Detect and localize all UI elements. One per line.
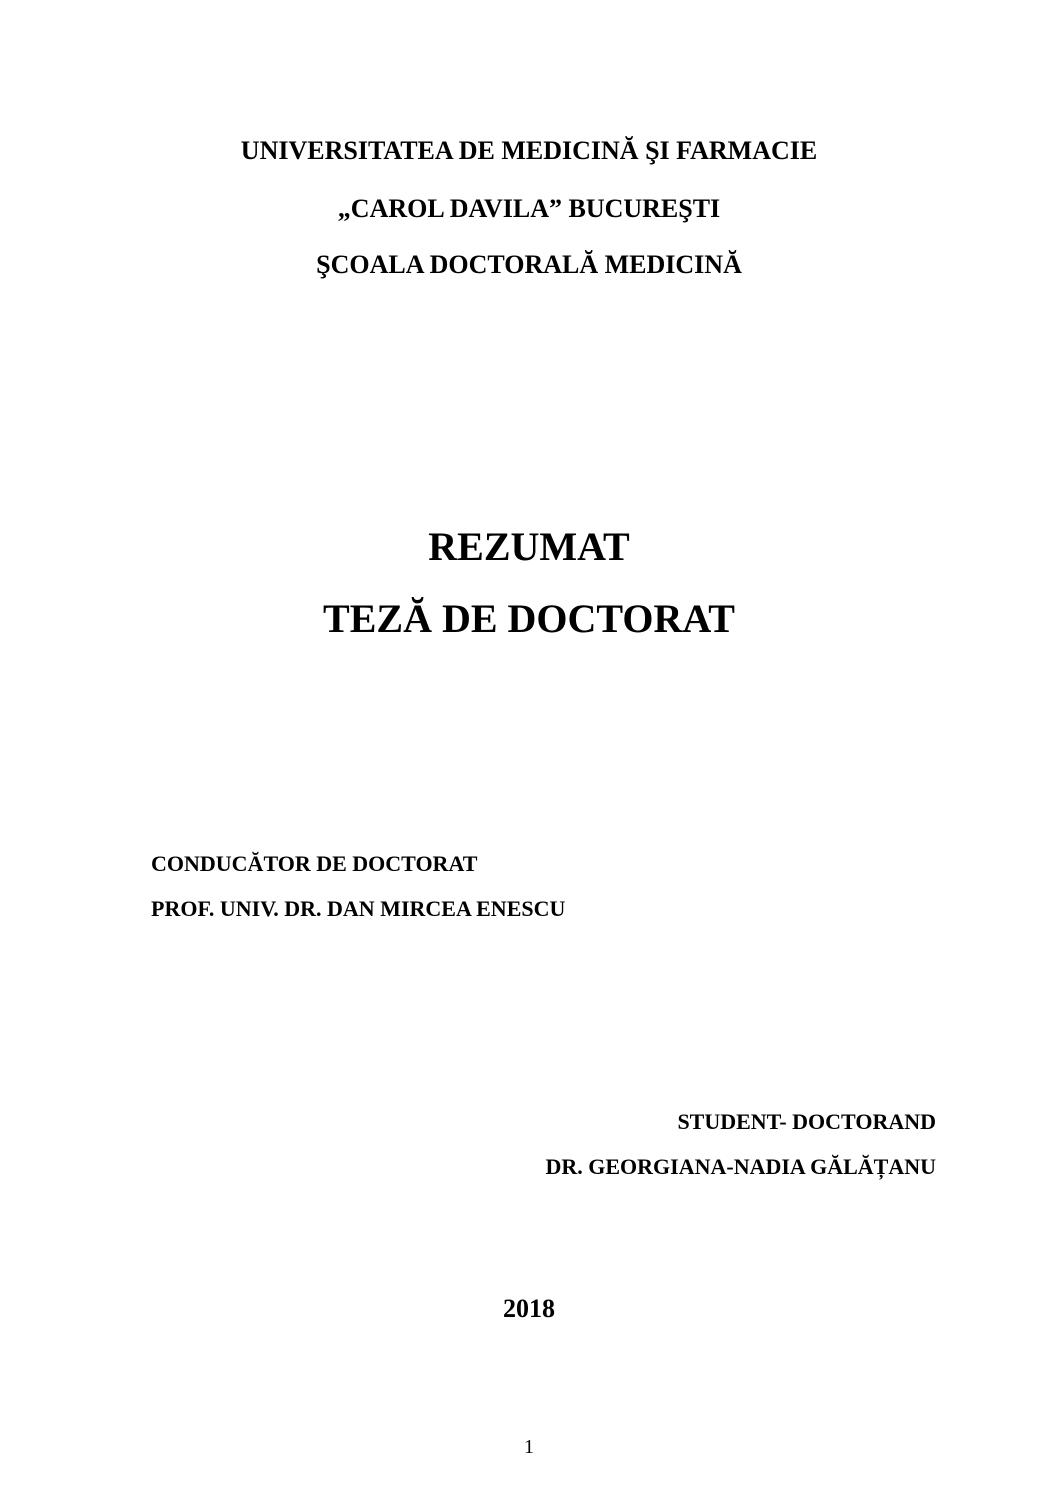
university-subtitle: „CAROL DAVILA” BUCUREŞTI [337,194,721,223]
title-teza: TEZĂ DE DOCTORAT [323,596,735,641]
student-label: STUDENT- DOCTORAND [677,1109,936,1134]
year: 2018 [503,1294,555,1323]
page-number: 1 [524,1436,534,1458]
university-name: UNIVERSITATEA DE MEDICINĂ ŞI FARMACIE [240,136,818,165]
title-rezumat: REZUMAT [428,524,630,569]
supervisor-label: CONDUCĂTOR DE DOCTORAT [151,851,478,876]
doctoral-school: ŞCOALA DOCTORALĂ MEDICINĂ [316,250,742,279]
supervisor-name: PROF. UNIV. DR. DAN MIRCEA ENESCU [151,896,566,921]
student-name: DR. GEORGIANA-NADIA GĂLĂȚANU [545,1154,936,1179]
